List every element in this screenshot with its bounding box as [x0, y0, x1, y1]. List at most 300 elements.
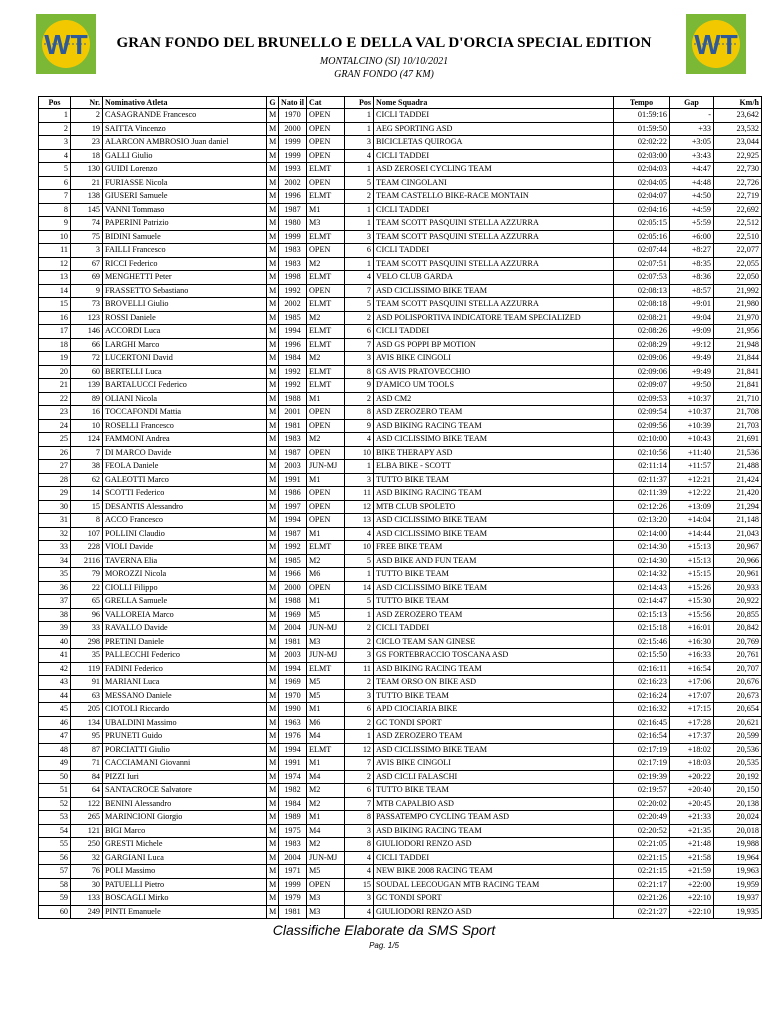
cell-athlete: BROVELLI Giulio: [103, 298, 267, 312]
cell-team: VELO CLUB GARDA: [374, 271, 614, 285]
cell-speed: 23,532: [714, 122, 762, 136]
cell-time: 02:09:07: [614, 379, 670, 393]
cell-time: 02:11:39: [614, 487, 670, 501]
cell-athlete: MARIANI Luca: [103, 676, 267, 690]
cell-pos: 54: [39, 824, 71, 838]
cell-time: 02:17:19: [614, 743, 670, 757]
cell-time: 02:15:13: [614, 608, 670, 622]
cell-born: 2000: [279, 581, 307, 595]
cell-pos: 32: [39, 527, 71, 541]
cell-pos: 42: [39, 662, 71, 676]
cell-speed: 23,044: [714, 136, 762, 150]
cell-cat: M4: [307, 770, 345, 784]
cell-team: ASD CICLISSIMO BIKE TEAM: [374, 581, 614, 595]
footer-credit: Classifiche Elaborate da SMS Sport: [272, 922, 496, 938]
cell-cat-pos: 15: [345, 878, 374, 892]
cell-gender: M: [267, 392, 279, 406]
table-row: [39, 608, 762, 622]
cell-born: 1999: [279, 149, 307, 163]
cell-athlete: PIZZI Iuri: [103, 770, 267, 784]
page-title: GRAN FONDO DEL BRUNELLO E DELLA VAL D'ORCIA SPECIAL EDITION: [116, 35, 652, 51]
cell-athlete: VALLOREIA Marco: [103, 608, 267, 622]
cell-born: 1988: [279, 392, 307, 406]
cell-gender: M: [267, 500, 279, 514]
cell-born: 1975: [279, 824, 307, 838]
cell-speed: 21,844: [714, 352, 762, 366]
cell-nr: 65: [71, 595, 103, 609]
cell-cat: M1: [307, 811, 345, 825]
cell-gap: +10:39: [670, 419, 714, 433]
table-row: [39, 365, 762, 379]
cell-nr: 33: [71, 622, 103, 636]
cell-gender: M: [267, 244, 279, 258]
table-row: [39, 838, 762, 852]
cell-born: 1991: [279, 473, 307, 487]
table-row: [39, 473, 762, 487]
cell-born: 1992: [279, 284, 307, 298]
cell-born: 1994: [279, 662, 307, 676]
cell-speed: 21,970: [714, 311, 762, 325]
cell-gap: +4:48: [670, 176, 714, 190]
table-row: [39, 811, 762, 825]
cell-born: 1969: [279, 676, 307, 690]
cell-nr: 73: [71, 298, 103, 312]
cell-athlete: TAVERNA Elia: [103, 554, 267, 568]
cell-gap: +21:59: [670, 865, 714, 879]
cell-athlete: DESANTIS Alessandro: [103, 500, 267, 514]
cell-team: TEAM SCOTT PASQUINI STELLA AZZURRA: [374, 257, 614, 271]
cell-pos: 18: [39, 338, 71, 352]
cell-time: 02:20:02: [614, 797, 670, 811]
cell-born: 1970: [279, 689, 307, 703]
cell-born: 1984: [279, 352, 307, 366]
cell-gender: M: [267, 824, 279, 838]
cell-gap: +4:47: [670, 163, 714, 177]
cell-team: ASD ZEROZERO TEAM: [374, 730, 614, 744]
cell-gap: +14:04: [670, 514, 714, 528]
cell-gap: +18:03: [670, 757, 714, 771]
cell-team: GS FORTEBRACCIO TOSCANA ASD: [374, 649, 614, 663]
cell-team: ASD CICLISSIMO BIKE TEAM: [374, 284, 614, 298]
col-header-pos: Pos: [39, 97, 71, 109]
cell-time: 02:09:06: [614, 365, 670, 379]
cell-pos: 21: [39, 379, 71, 393]
cell-athlete: FRASSETTO Sebastiano: [103, 284, 267, 298]
cell-pos: 1: [39, 109, 71, 123]
cell-cat: ELMT: [307, 541, 345, 555]
table-row: [39, 500, 762, 514]
cell-gender: M: [267, 622, 279, 636]
cell-nr: 67: [71, 257, 103, 271]
cell-gender: M: [267, 878, 279, 892]
cell-team: BICICLETAS QUIROGA: [374, 136, 614, 150]
cell-cat: M2: [307, 797, 345, 811]
cell-cat: OPEN: [307, 581, 345, 595]
cell-team: AEG SPORTING ASD: [374, 122, 614, 136]
cell-speed: 21,841: [714, 365, 762, 379]
cell-team: ASD POLISPORTIVA INDICATORE TEAM SPECIALIZED: [374, 311, 614, 325]
cell-gap: +12:22: [670, 487, 714, 501]
cell-speed: 21,420: [714, 487, 762, 501]
cell-time: 02:19:57: [614, 784, 670, 798]
cell-cat: M5: [307, 608, 345, 622]
cell-gender: M: [267, 203, 279, 217]
cell-gap: +21:33: [670, 811, 714, 825]
cell-born: 1974: [279, 770, 307, 784]
cell-cat: ELMT: [307, 662, 345, 676]
cell-cat: M1: [307, 392, 345, 406]
cell-speed: 20,621: [714, 716, 762, 730]
cell-gender: M: [267, 149, 279, 163]
cell-pos: 38: [39, 608, 71, 622]
cell-nr: 205: [71, 703, 103, 717]
cell-born: 1985: [279, 554, 307, 568]
cell-speed: 20,967: [714, 541, 762, 555]
table-row: [39, 433, 762, 447]
cell-cat-pos: 1: [345, 460, 374, 474]
cell-athlete: ACCORDI Luca: [103, 325, 267, 339]
cell-team: AVIS BIKE CINGOLI: [374, 352, 614, 366]
cell-gap: +16:01: [670, 622, 714, 636]
cell-born: 2000: [279, 122, 307, 136]
cell-nr: 123: [71, 311, 103, 325]
cell-pos: 8: [39, 203, 71, 217]
cell-athlete: MESSANO Daniele: [103, 689, 267, 703]
col-header-cat-pos: Pos: [345, 97, 374, 109]
cell-pos: 7: [39, 190, 71, 204]
cell-athlete: FURIASSE Nicola: [103, 176, 267, 190]
cell-team: CICLO TEAM SAN GINESE: [374, 635, 614, 649]
cell-nr: 130: [71, 163, 103, 177]
cell-gap: +3:05: [670, 136, 714, 150]
cell-pos: 48: [39, 743, 71, 757]
table-row: [39, 460, 762, 474]
cell-gap: +8:27: [670, 244, 714, 258]
cell-cat-pos: 1: [345, 568, 374, 582]
table-row: [39, 311, 762, 325]
cell-born: 1963: [279, 716, 307, 730]
cell-gap: +10:43: [670, 433, 714, 447]
location-date: MONTALCINO (SI) 10/10/2021: [319, 56, 449, 67]
cell-athlete: RICCI Federico: [103, 257, 267, 271]
cell-team: SOUDAL LEECOUGAN MTB RACING TEAM: [374, 878, 614, 892]
cell-pos: 52: [39, 797, 71, 811]
cell-cat: ELMT: [307, 365, 345, 379]
cell-gap: +9:12: [670, 338, 714, 352]
cell-born: 1993: [279, 163, 307, 177]
cell-time: 02:07:53: [614, 271, 670, 285]
table-row: [39, 392, 762, 406]
cell-born: 1992: [279, 379, 307, 393]
cell-athlete: PRUNETI Guido: [103, 730, 267, 744]
cell-speed: 22,055: [714, 257, 762, 271]
col-header-nr: Nr.: [71, 97, 103, 109]
cell-cat-pos: 1: [345, 203, 374, 217]
cell-time: 02:16:45: [614, 716, 670, 730]
cell-speed: 20,024: [714, 811, 762, 825]
cell-athlete: SANTACROCE Salvatore: [103, 784, 267, 798]
cell-athlete: VANNI Tommaso: [103, 203, 267, 217]
cell-cat-pos: 7: [345, 338, 374, 352]
cell-gender: M: [267, 581, 279, 595]
cell-gender: M: [267, 190, 279, 204]
cell-nr: 35: [71, 649, 103, 663]
cell-team: CICLI TADDEI: [374, 149, 614, 163]
cell-athlete: FAMMONI Andrea: [103, 433, 267, 447]
cell-gender: M: [267, 608, 279, 622]
cell-time: 02:16:24: [614, 689, 670, 703]
cell-athlete: GRELLA Samuele: [103, 595, 267, 609]
cell-nr: 2116: [71, 554, 103, 568]
cell-gender: M: [267, 689, 279, 703]
cell-born: 1999: [279, 136, 307, 150]
cell-nr: 38: [71, 460, 103, 474]
cell-pos: 24: [39, 419, 71, 433]
cell-athlete: BERTELLI Luca: [103, 365, 267, 379]
cell-nr: 74: [71, 217, 103, 231]
cell-nr: 76: [71, 865, 103, 879]
cell-cat: OPEN: [307, 122, 345, 136]
table-row: [39, 271, 762, 285]
table-row: [39, 689, 762, 703]
table-row: [39, 581, 762, 595]
cell-speed: 19,964: [714, 851, 762, 865]
cell-gap: +9:01: [670, 298, 714, 312]
cell-speed: 20,654: [714, 703, 762, 717]
cell-born: 1996: [279, 338, 307, 352]
cell-cat-pos: 7: [345, 797, 374, 811]
cell-gender: M: [267, 217, 279, 231]
table-row: [39, 352, 762, 366]
cell-athlete: ROSELLI Francesco: [103, 419, 267, 433]
cell-team: ASD CICLI FALASCHI: [374, 770, 614, 784]
cell-cat-pos: 4: [345, 149, 374, 163]
cell-team: CICLI TADDEI: [374, 109, 614, 123]
cell-born: 1966: [279, 568, 307, 582]
cell-nr: 96: [71, 608, 103, 622]
cell-cat-pos: 3: [345, 892, 374, 906]
cell-team: AVIS BIKE CINGOLI: [374, 757, 614, 771]
cell-cat-pos: 1: [345, 122, 374, 136]
cell-time: 02:08:18: [614, 298, 670, 312]
cell-time: 02:15:18: [614, 622, 670, 636]
cell-time: 02:10:56: [614, 446, 670, 460]
cell-team: ASD BIKING RACING TEAM: [374, 419, 614, 433]
cell-team: ASD CM2: [374, 392, 614, 406]
race-name: GRAN FONDO (47 KM): [334, 69, 434, 80]
cell-gender: M: [267, 892, 279, 906]
cell-pos: 30: [39, 500, 71, 514]
col-header-gap: Gap: [670, 97, 714, 109]
cell-cat-pos: 4: [345, 271, 374, 285]
table-row: [39, 770, 762, 784]
cell-gap: +8:35: [670, 257, 714, 271]
cell-team: ASD CICLISSIMO BIKE TEAM: [374, 743, 614, 757]
cell-cat-pos: 8: [345, 406, 374, 420]
cell-nr: 66: [71, 338, 103, 352]
cell-nr: 107: [71, 527, 103, 541]
cell-speed: 21,424: [714, 473, 762, 487]
col-header-born: Nato il: [279, 97, 307, 109]
cell-team: TUTTO BIKE TEAM: [374, 595, 614, 609]
cell-nr: 9: [71, 284, 103, 298]
cell-cat: M1: [307, 595, 345, 609]
cell-cat-pos: 1: [345, 608, 374, 622]
cell-nr: 87: [71, 743, 103, 757]
cell-born: 1987: [279, 203, 307, 217]
cell-time: 02:16:23: [614, 676, 670, 690]
table-row: [39, 878, 762, 892]
cell-gap: +22:10: [670, 892, 714, 906]
cell-gap: +4:59: [670, 203, 714, 217]
cell-cat: M1: [307, 203, 345, 217]
cell-speed: 21,488: [714, 460, 762, 474]
table-row: [39, 635, 762, 649]
cell-speed: 20,018: [714, 824, 762, 838]
cell-gap: +33: [670, 122, 714, 136]
cell-pos: 19: [39, 352, 71, 366]
cell-team: MTB CLUB SPOLETO: [374, 500, 614, 514]
cell-pos: 25: [39, 433, 71, 447]
table-row: [39, 716, 762, 730]
table-row: [39, 865, 762, 879]
table-row: [39, 662, 762, 676]
cell-speed: 19,937: [714, 892, 762, 906]
cell-pos: 35: [39, 568, 71, 582]
cell-gender: M: [267, 460, 279, 474]
cell-cat: ELMT: [307, 743, 345, 757]
cell-time: 02:14:00: [614, 527, 670, 541]
logo-text: WT: [44, 29, 88, 60]
cell-athlete: POLLINI Claudio: [103, 527, 267, 541]
cell-nr: 72: [71, 352, 103, 366]
cell-pos: 47: [39, 730, 71, 744]
cell-speed: 22,726: [714, 176, 762, 190]
cell-athlete: RAVALLO Davide: [103, 622, 267, 636]
cell-time: 02:08:26: [614, 325, 670, 339]
cell-born: 1996: [279, 190, 307, 204]
cell-gender: M: [267, 757, 279, 771]
cell-gap: +17:07: [670, 689, 714, 703]
cell-gap: +11:40: [670, 446, 714, 460]
cell-gender: M: [267, 473, 279, 487]
cell-athlete: GALEOTTI Marco: [103, 473, 267, 487]
cell-pos: 50: [39, 770, 71, 784]
table-row: [39, 824, 762, 838]
cell-gender: M: [267, 784, 279, 798]
cell-team: ASD BIKING RACING TEAM: [374, 824, 614, 838]
cell-gap: +16:30: [670, 635, 714, 649]
cell-athlete: DI MARCO Davide: [103, 446, 267, 460]
cell-cat-pos: 12: [345, 500, 374, 514]
cell-cat: OPEN: [307, 406, 345, 420]
cell-time: 02:21:05: [614, 838, 670, 852]
col-header-speed: Km/h: [714, 97, 762, 109]
cell-pos: 12: [39, 257, 71, 271]
cell-athlete: FEOLA Daniele: [103, 460, 267, 474]
cell-gender: M: [267, 770, 279, 784]
cell-cat-pos: 2: [345, 622, 374, 636]
cell-cat-pos: 6: [345, 325, 374, 339]
cell-nr: 122: [71, 797, 103, 811]
cell-gap: +15:13: [670, 541, 714, 555]
cell-cat: M1: [307, 473, 345, 487]
table-row: [39, 730, 762, 744]
cell-nr: 249: [71, 905, 103, 919]
table-row: [39, 514, 762, 528]
col-header-athlete: Nominativo Atleta: [103, 97, 267, 109]
cell-time: 02:11:14: [614, 460, 670, 474]
cell-nr: 91: [71, 676, 103, 690]
col-header-time: Tempo: [614, 97, 670, 109]
cell-athlete: MOROZZI Nicola: [103, 568, 267, 582]
cell-speed: 21,956: [714, 325, 762, 339]
cell-cat: M6: [307, 716, 345, 730]
cell-born: 1990: [279, 703, 307, 717]
cell-born: 1985: [279, 311, 307, 325]
cell-gender: M: [267, 298, 279, 312]
cell-nr: 69: [71, 271, 103, 285]
table-row: [39, 109, 762, 123]
cell-cat-pos: 7: [345, 284, 374, 298]
table-row: [39, 541, 762, 555]
cell-cat-pos: 2: [345, 635, 374, 649]
cell-born: 1983: [279, 257, 307, 271]
cell-team: CICLI TADDEI: [374, 851, 614, 865]
cell-cat: JUN-MJ: [307, 649, 345, 663]
cell-cat: ELMT: [307, 325, 345, 339]
cell-gender: M: [267, 487, 279, 501]
cell-born: 2002: [279, 176, 307, 190]
cell-gap: +5:59: [670, 217, 714, 231]
cell-athlete: CIOLLI Filippo: [103, 581, 267, 595]
cell-athlete: ROSSI Daniele: [103, 311, 267, 325]
cell-pos: 39: [39, 622, 71, 636]
cell-born: 1984: [279, 797, 307, 811]
cell-speed: 19,963: [714, 865, 762, 879]
cell-cat-pos: 5: [345, 176, 374, 190]
cell-gap: +20:22: [670, 770, 714, 784]
cell-cat-pos: 4: [345, 527, 374, 541]
cell-team: FREE BIKE TEAM: [374, 541, 614, 555]
cell-cat: M2: [307, 554, 345, 568]
cell-gap: +22:10: [670, 905, 714, 919]
cell-nr: 124: [71, 433, 103, 447]
cell-cat: ELMT: [307, 338, 345, 352]
cell-team: ASD BIKING RACING TEAM: [374, 662, 614, 676]
cell-cat: M4: [307, 824, 345, 838]
cell-nr: 75: [71, 230, 103, 244]
cell-team: GC TONDI SPORT: [374, 892, 614, 906]
cell-cat: JUN-MJ: [307, 460, 345, 474]
cell-born: 1997: [279, 500, 307, 514]
cell-speed: 21,992: [714, 284, 762, 298]
table-row: [39, 203, 762, 217]
cell-cat: M5: [307, 865, 345, 879]
cell-gender: M: [267, 284, 279, 298]
cell-gender: M: [267, 230, 279, 244]
cell-pos: 5: [39, 163, 71, 177]
cell-team: TUTTO BIKE TEAM: [374, 568, 614, 582]
cell-gap: +20:45: [670, 797, 714, 811]
cell-speed: 21,708: [714, 406, 762, 420]
cell-gap: +13:09: [670, 500, 714, 514]
table-row: [39, 622, 762, 636]
cell-athlete: TOCCAFONDI Mattia: [103, 406, 267, 420]
cell-nr: 119: [71, 662, 103, 676]
cell-born: 1987: [279, 446, 307, 460]
cell-time: 01:59:16: [614, 109, 670, 123]
